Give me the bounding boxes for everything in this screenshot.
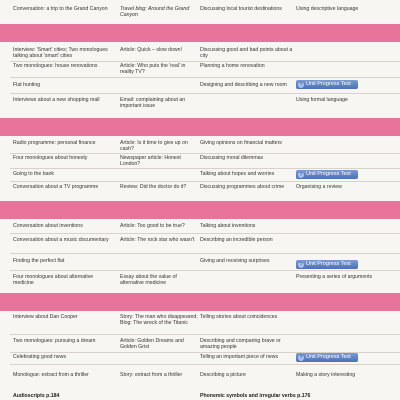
speaking-cell: Describing and comparing brave or amazing people [200,338,281,351]
reading-cell: Article: Too good to be true? [120,223,185,229]
listening-cell: Monologue: extract from a thriller [13,372,89,378]
listening-cell: Interview: 'Smart' cities; Two monologues talking about 'smart' cities [13,47,108,60]
row-divider [10,61,400,62]
row-divider [10,77,400,78]
speaking-cell: Discussing local tourist destinations [200,6,282,12]
unit-header-band [0,24,400,42]
row-divider [10,168,400,169]
listening-cell: Finding the perfect flat [13,258,65,264]
speaking-cell: Giving and receiving surprises [200,258,270,264]
listening-cell: Flat hunting [13,82,41,88]
reading-cell: Story: extract from a thriller [120,372,183,378]
writing-cell: Presenting a series of arguments [296,274,373,280]
row-divider [10,334,400,335]
row-divider [10,93,400,94]
page-footer [0,392,400,400]
unit-header-band [0,201,400,219]
speaking-cell: Giving opinions on financial matters [200,140,282,146]
reading-cell: Article: The rock star who wasn't [120,237,195,243]
unit-header-band [0,293,400,311]
listening-cell: Four monologues about honesty [13,155,88,161]
listening-cell: Conversation about inventions [13,223,83,229]
listening-cell: Celebrating good news [13,354,67,360]
writing-cell: Using descriptive language [296,6,359,12]
speaking-cell: Designing and describing a new room [200,82,287,88]
reading-cell: Article: Is it time to give up on cash? [120,140,188,153]
listening-cell: Conversation about a music documentary [13,237,109,243]
row-divider [10,270,400,271]
speaking-cell: Telling an important piece of news [200,354,279,360]
reading-cell: Newspaper article: Honest London? [120,155,181,168]
disc-icon: ? [299,81,303,88]
speaking-cell: Discussing programmes about crime [200,184,285,190]
listening-cell: Radio programme: personal finance [13,140,96,146]
disc-icon: ? [299,171,303,178]
writing-cell: Using formal language [296,97,348,103]
audioscripts-ref: Audioscripts p.184 [13,393,60,399]
speaking-cell: Talking about inventions [200,223,256,229]
phonemic-symbols-ref: Phonemic symbols and irregular verbs p.176 [200,393,311,399]
row-divider [10,181,400,182]
reading-cell: Article: Quick – slow down! [120,47,182,53]
unit-progress-test-button[interactable]: ? Unit Progress Test [296,80,358,89]
row-divider [10,233,400,234]
unit-progress-test-button[interactable]: ? Unit Progress Test [296,260,358,269]
row-divider [10,364,400,365]
speaking-cell: Discussing good and bad points about a city [200,47,293,60]
reading-cell: Travel blog: Around the Grand Canyon [120,6,190,19]
listening-cell: Interview about Dan Cooper [13,314,78,320]
speaking-cell: Describing a picture [200,372,246,378]
disc-icon: ? [299,354,303,361]
speaking-cell: Planning a home renovation [200,63,265,69]
reading-cell: Review: Did the doctor do it? [120,184,187,190]
speaking-cell: Discussing moral dilemmas [200,155,264,161]
unit-header-band [0,118,400,136]
row-divider [10,253,400,254]
speaking-cell: Talking about hopes and worries [200,171,275,177]
row-divider [10,153,400,154]
disc-icon: ? [299,261,303,268]
reading-cell: Article: Golden Dreams and Golden Grist [120,338,184,351]
speaking-cell: Describing an incredible person [200,237,273,243]
speaking-cell: Telling stories about coincidences [200,314,278,320]
listening-cell: Four monologues about alternative medicine [13,274,94,287]
writing-cell: Making a story interesting [296,372,356,378]
listening-cell: Conversation: a trip to the Grand Canyon [13,6,108,12]
writing-cell: Organising a review [296,184,342,190]
listening-cell: Conversation about a TV programme [13,184,99,190]
reading-cell: Essay about the value of alternative medicine [120,274,177,287]
reading-cell: Email: complaining about an important issue [120,97,186,110]
listening-cell: Going to the bank [13,171,54,177]
listening-cell: Two monologues: pursuing a dream [13,338,96,344]
reading-cell: Article: Who puts the 'real' in reality TV? [120,63,186,76]
unit-progress-test-button[interactable]: ? Unit Progress Test [296,170,358,179]
listening-cell: Two monologues: house renovations [13,63,98,69]
unit-progress-test-button[interactable]: ? Unit Progress Test [296,353,358,362]
listening-cell: Interviews about a new shopping mall [13,97,100,103]
reading-cell: Story: The man who disappeared; Blog: The wreck of the Titanic [120,314,198,327]
